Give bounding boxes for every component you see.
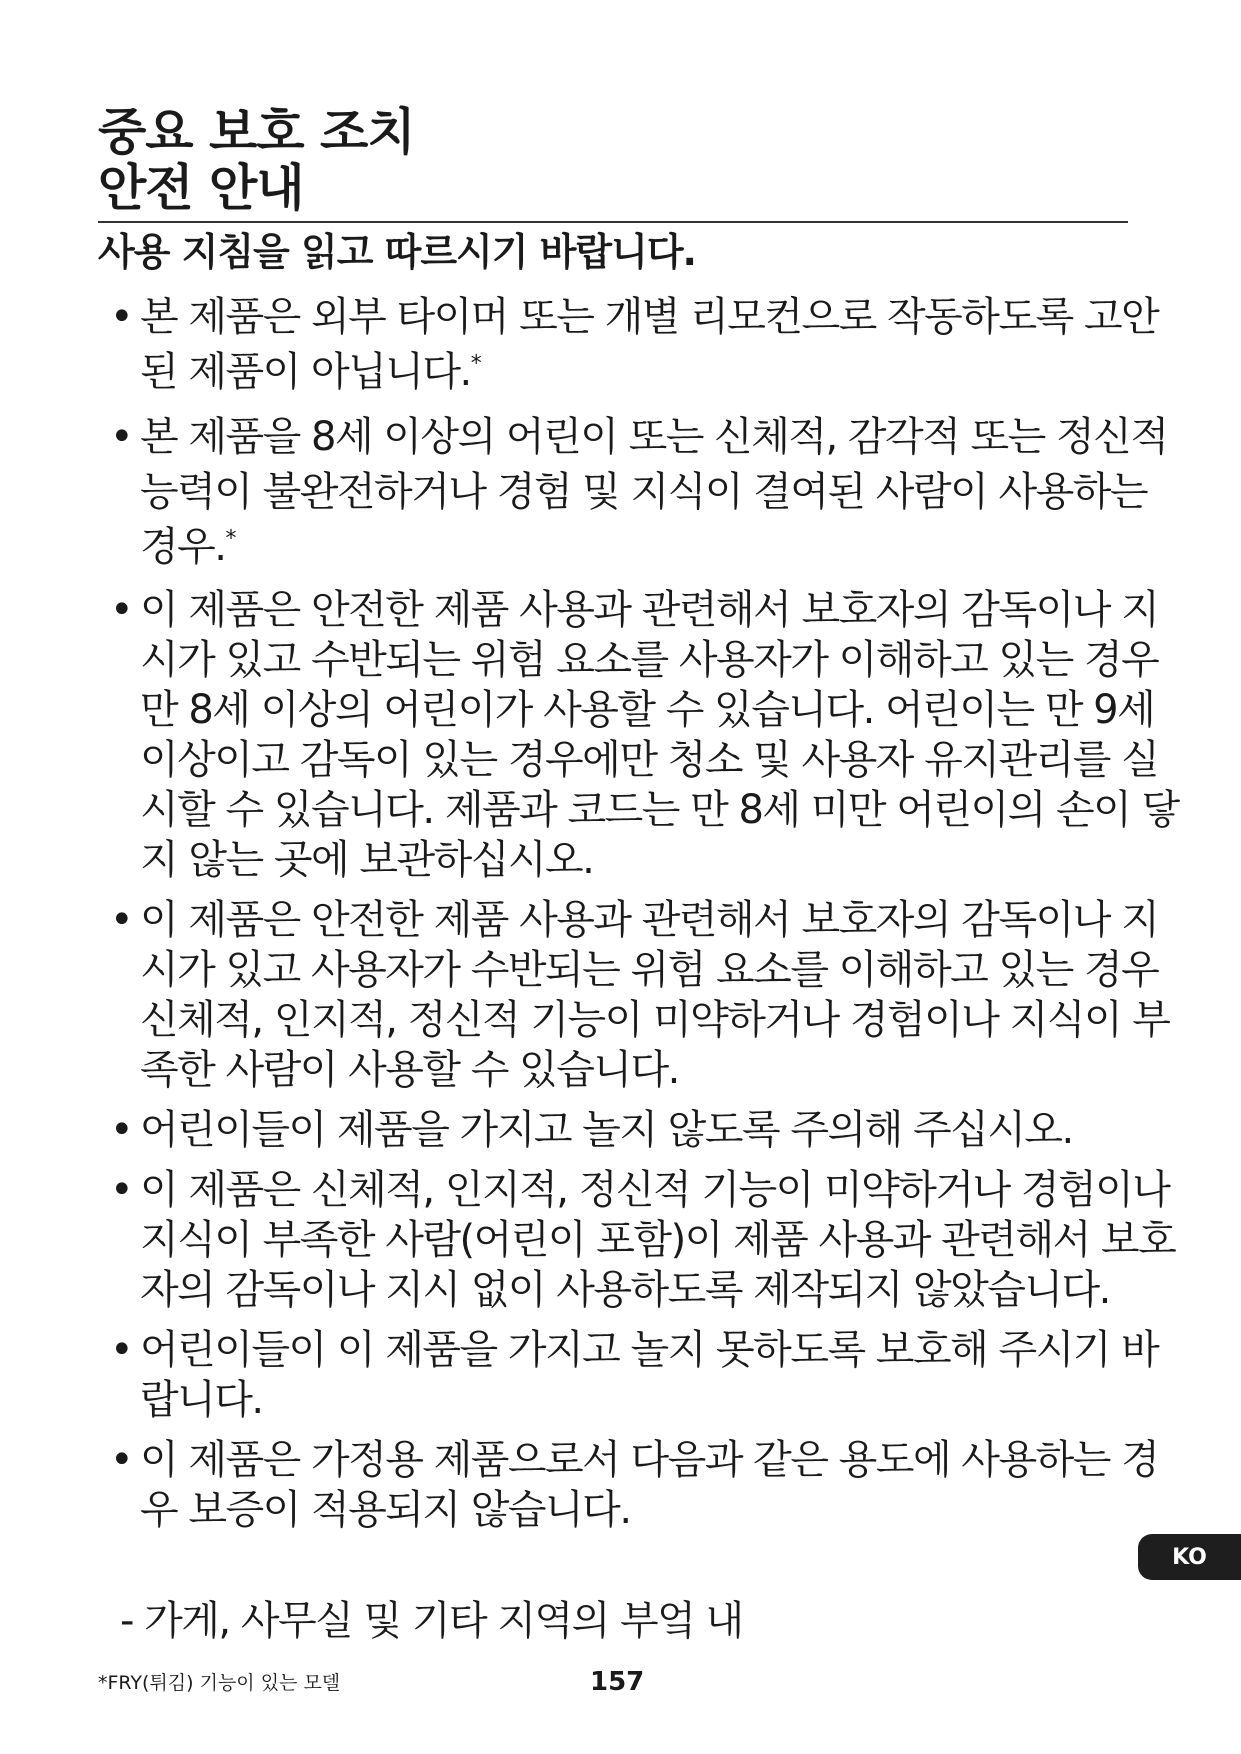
bullet-item-protect-children: [110, 1325, 1180, 1425]
bullet-text: 이 제품은 안전한 제품 사용과 관련해서 보호자의 감독이나 지시가 있고 수반되는 위험 요소를 사용자가 이해하고 있는 경우 만 8세 이상의 어린이가 사용할 수 있습니다. 어린이는 만 9세 이상이고 감독이 있는 경우에만 청소 및 사용자 유지관리를 실시할 수 있습니다. 제품과 코드는 만 8세 미만 어린이의 손이 닿지 않는 곳에 보관하십시오.: [140, 587, 1179, 883]
page-title: 중요 보호 조치: [98, 103, 415, 161]
sub-item-kitchen: - 가게, 사무실 및 기타 지역의 부엌 내: [120, 1598, 743, 1644]
bullet-text: 어린이들이 이 제품을 가지고 놀지 못하도록 보호해 주시기 바랍니다.: [140, 1327, 1159, 1423]
bullet-text: 이 제품은 신체적, 인지적, 정신적 기능이 미약하거나 경험이나 지식이 부족한 사람(어린이 포함)이 제품 사용과 관련해서 보호자의 감독이나 지시 없이 사용하도록 제작되지 않았습니다.: [140, 1167, 1176, 1313]
safety-bullet-list: [110, 290, 1180, 1545]
bullet-text: 이 제품은 안전한 제품 사용과 관련해서 보호자의 감독이나 지시가 있고 사용자가 수반되는 위험 요소를 이해하고 있는 경우 신체적, 인지적, 정신적 기능이 미약하거나 경험이나 지식이 부족한 사람이 사용할 수 있습니다.: [140, 897, 1170, 1093]
title-divider: [98, 221, 1128, 223]
bullet-text: 본 제품을 8세 이상의 어린이 또는 신체적, 감각적 또는 정신적 능력이 불완전하거나 경험 및 지식이 결여된 사람이 사용하는 경우.: [140, 414, 1168, 570]
bullet-item-capabilities: [110, 410, 1180, 575]
bullet-item-timer: [110, 290, 1180, 400]
bullet-text: 본 제품은 외부 타이머 또는 개별 리모컨으로 작동하도록 고안된 제품이 아닙니다.: [140, 294, 1159, 395]
footnote-mark: *: [225, 526, 235, 552]
bullet-item-not-intended: [110, 1165, 1180, 1315]
bullet-item-children-supervision: [110, 585, 1180, 885]
page-number: 157: [590, 1667, 645, 1697]
bullet-item-reduced-capabilities: [110, 895, 1180, 1095]
bullet-text: 어린이들이 제품을 가지고 놀지 않도록 주의해 주십시오.: [140, 1107, 1073, 1153]
bullet-item-no-play: [110, 1105, 1180, 1155]
bullet-text: 이 제품은 가정용 제품으로서 다음과 같은 용도에 사용하는 경우 보증이 적용되지 않습니다.: [140, 1437, 1159, 1533]
footnote-mark: *: [470, 351, 481, 377]
section-title: 안전 안내: [98, 159, 304, 217]
footnote: *FRY(튀김) 기능이 있는 모델: [98, 1672, 341, 1694]
instruction-subtitle: 사용 지침을 읽고 따르시기 바랍니다.: [98, 230, 696, 274]
bullet-item-household-use: [110, 1435, 1180, 1535]
language-tab: KO: [1138, 1534, 1241, 1580]
